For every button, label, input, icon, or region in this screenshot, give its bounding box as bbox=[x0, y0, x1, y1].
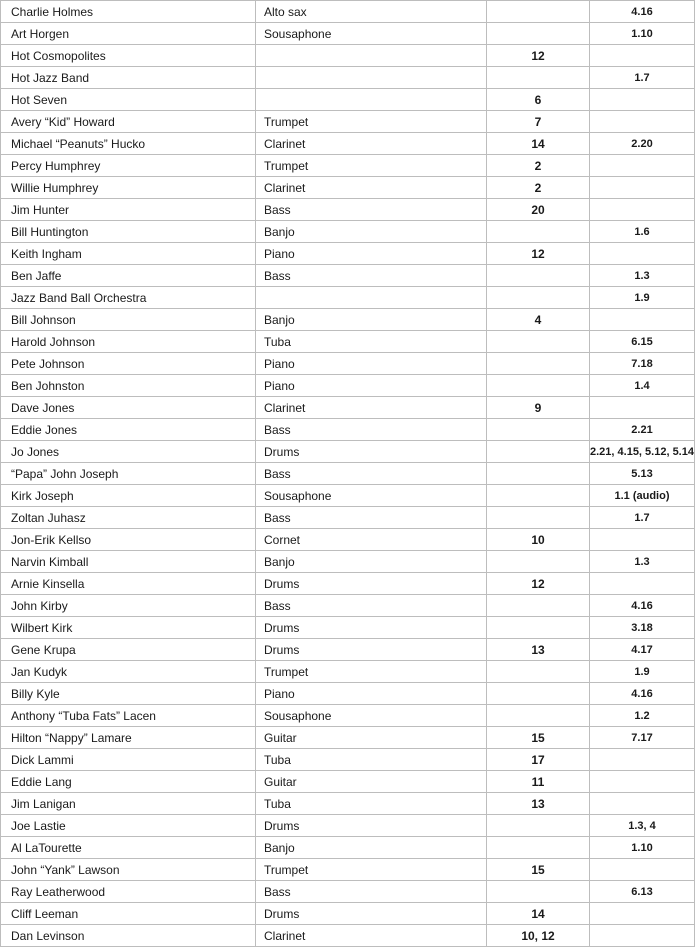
reference-b-cell: 1.1 (audio) bbox=[590, 485, 695, 507]
reference-b-cell: 1.4 bbox=[590, 375, 695, 397]
instrument-cell: Drums bbox=[256, 573, 487, 595]
reference-a-cell: 7 bbox=[487, 111, 590, 133]
instrument-cell: Drums bbox=[256, 639, 487, 661]
instrument-cell: Clarinet bbox=[256, 397, 487, 419]
table-row bbox=[1, 1, 695, 23]
reference-a-cell: 11 bbox=[487, 771, 590, 793]
instrument-cell: Sousaphone bbox=[256, 705, 487, 727]
reference-b-cell bbox=[590, 199, 695, 221]
reference-b-cell: 1.7 bbox=[590, 507, 695, 529]
reference-b-cell: 1.3 bbox=[590, 551, 695, 573]
table-row bbox=[1, 661, 695, 683]
table-row bbox=[1, 617, 695, 639]
musician-name-cell: Zoltan Juhasz bbox=[1, 507, 256, 529]
reference-a-cell bbox=[487, 331, 590, 353]
musician-name-cell: Dave Jones bbox=[1, 397, 256, 419]
reference-a-cell bbox=[487, 265, 590, 287]
reference-b-cell: 1.10 bbox=[590, 837, 695, 859]
reference-a-cell: 15 bbox=[487, 859, 590, 881]
instrument-cell: Sousaphone bbox=[256, 23, 487, 45]
reference-b-cell bbox=[590, 925, 695, 947]
reference-a-cell: 20 bbox=[487, 199, 590, 221]
reference-a-cell: 2 bbox=[487, 155, 590, 177]
table-row bbox=[1, 903, 695, 925]
reference-a-cell bbox=[487, 485, 590, 507]
table-row bbox=[1, 243, 695, 265]
reference-a-cell bbox=[487, 881, 590, 903]
reference-b-cell: 1.9 bbox=[590, 661, 695, 683]
table-row bbox=[1, 441, 695, 463]
table-row bbox=[1, 837, 695, 859]
reference-b-cell bbox=[590, 793, 695, 815]
musician-name-cell: Art Horgen bbox=[1, 23, 256, 45]
reference-b-cell bbox=[590, 859, 695, 881]
musician-name-cell: John “Yank” Lawson bbox=[1, 859, 256, 881]
reference-a-cell bbox=[487, 661, 590, 683]
reference-b-cell bbox=[590, 89, 695, 111]
musician-name-cell: Harold Johnson bbox=[1, 331, 256, 353]
instrument-cell: Tuba bbox=[256, 331, 487, 353]
reference-b-cell: 2.21 bbox=[590, 419, 695, 441]
musician-name-cell: Bill Johnson bbox=[1, 309, 256, 331]
musician-name-cell: Willie Humphrey bbox=[1, 177, 256, 199]
table-row bbox=[1, 419, 695, 441]
reference-a-cell: 13 bbox=[487, 793, 590, 815]
instrument-cell: Tuba bbox=[256, 793, 487, 815]
reference-b-cell bbox=[590, 903, 695, 925]
instrument-cell: Banjo bbox=[256, 221, 487, 243]
reference-a-cell: 9 bbox=[487, 397, 590, 419]
reference-a-cell: 4 bbox=[487, 309, 590, 331]
table-row bbox=[1, 67, 695, 89]
instrument-cell: Cornet bbox=[256, 529, 487, 551]
musician-name-cell: Jim Hunter bbox=[1, 199, 256, 221]
table-row bbox=[1, 89, 695, 111]
reference-b-cell bbox=[590, 243, 695, 265]
reference-a-cell: 12 bbox=[487, 573, 590, 595]
instrument-cell: Banjo bbox=[256, 309, 487, 331]
reference-b-cell: 4.16 bbox=[590, 595, 695, 617]
table-row bbox=[1, 727, 695, 749]
reference-a-cell: 13 bbox=[487, 639, 590, 661]
musician-name-cell: Avery “Kid” Howard bbox=[1, 111, 256, 133]
table-row bbox=[1, 331, 695, 353]
reference-a-cell: 17 bbox=[487, 749, 590, 771]
instrument-cell: Drums bbox=[256, 617, 487, 639]
table-row bbox=[1, 683, 695, 705]
instrument-cell: Banjo bbox=[256, 837, 487, 859]
reference-a-cell bbox=[487, 837, 590, 859]
musician-name-cell: Charlie Holmes bbox=[1, 1, 256, 23]
reference-a-cell: 2 bbox=[487, 177, 590, 199]
instrument-cell: Guitar bbox=[256, 727, 487, 749]
musician-name-cell: Cliff Leeman bbox=[1, 903, 256, 925]
musician-name-cell: Pete Johnson bbox=[1, 353, 256, 375]
musician-name-cell: Joe Lastie bbox=[1, 815, 256, 837]
reference-b-cell bbox=[590, 155, 695, 177]
table-row bbox=[1, 133, 695, 155]
reference-a-cell bbox=[487, 705, 590, 727]
reference-a-cell bbox=[487, 595, 590, 617]
reference-a-cell bbox=[487, 353, 590, 375]
musician-name-cell: Eddie Lang bbox=[1, 771, 256, 793]
instrument-cell bbox=[256, 287, 487, 309]
musician-name-cell: Michael “Peanuts” Hucko bbox=[1, 133, 256, 155]
table-row bbox=[1, 397, 695, 419]
instrument-cell: Bass bbox=[256, 507, 487, 529]
reference-b-cell: 4.16 bbox=[590, 1, 695, 23]
instrument-cell: Drums bbox=[256, 903, 487, 925]
reference-b-cell: 1.7 bbox=[590, 67, 695, 89]
table-row bbox=[1, 155, 695, 177]
musician-name-cell: Keith Ingham bbox=[1, 243, 256, 265]
table-row bbox=[1, 925, 695, 947]
table-row bbox=[1, 23, 695, 45]
reference-a-cell bbox=[487, 441, 590, 463]
table-row bbox=[1, 595, 695, 617]
musician-name-cell: “Papa” John Joseph bbox=[1, 463, 256, 485]
instrument-cell bbox=[256, 45, 487, 67]
musician-name-cell: Hot Jazz Band bbox=[1, 67, 256, 89]
reference-a-cell: 12 bbox=[487, 45, 590, 67]
musician-table-body bbox=[1, 1, 695, 947]
musician-name-cell: Ben Johnston bbox=[1, 375, 256, 397]
table-row bbox=[1, 485, 695, 507]
table-row bbox=[1, 749, 695, 771]
reference-a-cell bbox=[487, 463, 590, 485]
reference-b-cell bbox=[590, 397, 695, 419]
instrument-cell: Clarinet bbox=[256, 177, 487, 199]
reference-b-cell bbox=[590, 309, 695, 331]
reference-b-cell bbox=[590, 573, 695, 595]
reference-b-cell bbox=[590, 111, 695, 133]
musician-name-cell: Narvin Kimball bbox=[1, 551, 256, 573]
instrument-cell: Guitar bbox=[256, 771, 487, 793]
reference-a-cell bbox=[487, 683, 590, 705]
musician-name-cell: Ben Jaffe bbox=[1, 265, 256, 287]
musician-name-cell: Jon-Erik Kellso bbox=[1, 529, 256, 551]
table-row bbox=[1, 287, 695, 309]
instrument-cell: Clarinet bbox=[256, 133, 487, 155]
reference-b-cell: 1.3, 4 bbox=[590, 815, 695, 837]
instrument-cell bbox=[256, 67, 487, 89]
instrument-cell bbox=[256, 89, 487, 111]
instrument-cell: Banjo bbox=[256, 551, 487, 573]
musician-name-cell: Hilton “Nappy” Lamare bbox=[1, 727, 256, 749]
table-row bbox=[1, 573, 695, 595]
musician-name-cell: Gene Krupa bbox=[1, 639, 256, 661]
reference-b-cell: 2.21, 4.15, 5.12, 5.14 bbox=[590, 441, 695, 463]
instrument-cell: Tuba bbox=[256, 749, 487, 771]
instrument-cell: Bass bbox=[256, 265, 487, 287]
reference-b-cell bbox=[590, 771, 695, 793]
table-row bbox=[1, 45, 695, 67]
musician-name-cell: Arnie Kinsella bbox=[1, 573, 256, 595]
instrument-cell: Piano bbox=[256, 683, 487, 705]
table-row bbox=[1, 309, 695, 331]
musician-name-cell: Dick Lammi bbox=[1, 749, 256, 771]
table-row bbox=[1, 463, 695, 485]
musician-name-cell: Hot Seven bbox=[1, 89, 256, 111]
table-row bbox=[1, 221, 695, 243]
reference-b-cell bbox=[590, 749, 695, 771]
reference-a-cell bbox=[487, 815, 590, 837]
reference-a-cell bbox=[487, 287, 590, 309]
reference-b-cell: 1.10 bbox=[590, 23, 695, 45]
reference-a-cell bbox=[487, 419, 590, 441]
instrument-cell: Bass bbox=[256, 463, 487, 485]
table-row bbox=[1, 199, 695, 221]
table-row bbox=[1, 551, 695, 573]
musician-name-cell: Wilbert Kirk bbox=[1, 617, 256, 639]
table-row bbox=[1, 815, 695, 837]
musician-name-cell: Dan Levinson bbox=[1, 925, 256, 947]
musician-name-cell: Billy Kyle bbox=[1, 683, 256, 705]
musician-name-cell: Jo Jones bbox=[1, 441, 256, 463]
musician-name-cell: Percy Humphrey bbox=[1, 155, 256, 177]
reference-b-cell: 6.13 bbox=[590, 881, 695, 903]
instrument-cell: Bass bbox=[256, 419, 487, 441]
musician-name-cell: Ray Leatherwood bbox=[1, 881, 256, 903]
reference-a-cell: 14 bbox=[487, 903, 590, 925]
table-row bbox=[1, 881, 695, 903]
musician-name-cell: John Kirby bbox=[1, 595, 256, 617]
table-row bbox=[1, 375, 695, 397]
reference-a-cell: 10 bbox=[487, 529, 590, 551]
reference-a-cell bbox=[487, 551, 590, 573]
reference-b-cell: 4.16 bbox=[590, 683, 695, 705]
reference-a-cell bbox=[487, 1, 590, 23]
musician-name-cell: Kirk Joseph bbox=[1, 485, 256, 507]
table-row bbox=[1, 529, 695, 551]
reference-b-cell: 1.2 bbox=[590, 705, 695, 727]
table-row bbox=[1, 111, 695, 133]
reference-b-cell: 6.15 bbox=[590, 331, 695, 353]
table-row bbox=[1, 353, 695, 375]
reference-a-cell: 12 bbox=[487, 243, 590, 265]
instrument-cell: Sousaphone bbox=[256, 485, 487, 507]
instrument-cell: Clarinet bbox=[256, 925, 487, 947]
reference-b-cell: 1.9 bbox=[590, 287, 695, 309]
musician-name-cell: Bill Huntington bbox=[1, 221, 256, 243]
reference-a-cell: 14 bbox=[487, 133, 590, 155]
reference-a-cell bbox=[487, 221, 590, 243]
instrument-cell: Piano bbox=[256, 243, 487, 265]
reference-b-cell: 1.3 bbox=[590, 265, 695, 287]
reference-a-cell: 10, 12 bbox=[487, 925, 590, 947]
reference-b-cell bbox=[590, 529, 695, 551]
reference-a-cell: 15 bbox=[487, 727, 590, 749]
instrument-cell: Bass bbox=[256, 595, 487, 617]
table-row bbox=[1, 793, 695, 815]
musician-name-cell: Al LaTourette bbox=[1, 837, 256, 859]
reference-a-cell bbox=[487, 507, 590, 529]
musician-name-cell: Anthony “Tuba Fats” Lacen bbox=[1, 705, 256, 727]
table-row bbox=[1, 265, 695, 287]
reference-a-cell: 6 bbox=[487, 89, 590, 111]
instrument-cell: Trumpet bbox=[256, 111, 487, 133]
reference-b-cell bbox=[590, 45, 695, 67]
table-row bbox=[1, 859, 695, 881]
reference-b-cell: 5.13 bbox=[590, 463, 695, 485]
reference-b-cell: 2.20 bbox=[590, 133, 695, 155]
reference-b-cell: 3.18 bbox=[590, 617, 695, 639]
instrument-cell: Alto sax bbox=[256, 1, 487, 23]
instrument-cell: Trumpet bbox=[256, 661, 487, 683]
table-row bbox=[1, 639, 695, 661]
instrument-cell: Drums bbox=[256, 441, 487, 463]
reference-b-cell: 1.6 bbox=[590, 221, 695, 243]
reference-a-cell bbox=[487, 617, 590, 639]
reference-b-cell: 7.18 bbox=[590, 353, 695, 375]
musician-name-cell: Jazz Band Ball Orchestra bbox=[1, 287, 256, 309]
musician-name-cell: Hot Cosmopolites bbox=[1, 45, 256, 67]
instrument-cell: Trumpet bbox=[256, 859, 487, 881]
musician-name-cell: Jim Lanigan bbox=[1, 793, 256, 815]
reference-b-cell bbox=[590, 177, 695, 199]
instrument-cell: Drums bbox=[256, 815, 487, 837]
instrument-cell: Bass bbox=[256, 199, 487, 221]
reference-a-cell bbox=[487, 23, 590, 45]
reference-a-cell bbox=[487, 67, 590, 89]
instrument-cell: Piano bbox=[256, 375, 487, 397]
musician-name-cell: Jan Kudyk bbox=[1, 661, 256, 683]
reference-b-cell: 4.17 bbox=[590, 639, 695, 661]
table-row bbox=[1, 771, 695, 793]
instrument-cell: Piano bbox=[256, 353, 487, 375]
instrument-cell: Trumpet bbox=[256, 155, 487, 177]
reference-b-cell: 7.17 bbox=[590, 727, 695, 749]
table-row bbox=[1, 177, 695, 199]
musician-name-cell: Eddie Jones bbox=[1, 419, 256, 441]
table-row bbox=[1, 507, 695, 529]
table-row bbox=[1, 705, 695, 727]
reference-a-cell bbox=[487, 375, 590, 397]
instrument-cell: Bass bbox=[256, 881, 487, 903]
